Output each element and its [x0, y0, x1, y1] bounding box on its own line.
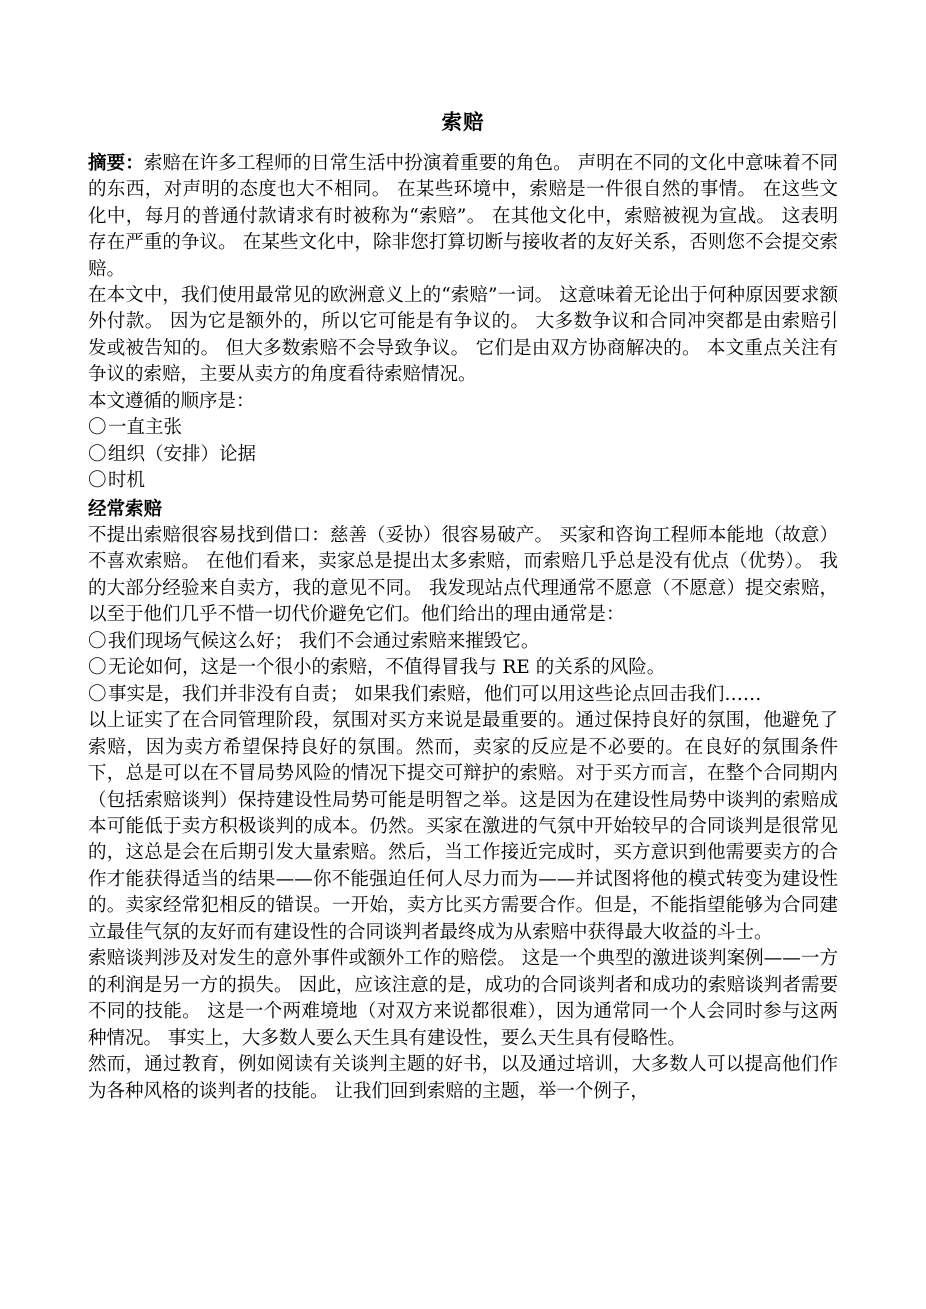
list-item-label: 无论如何，这是一个很小的索赔，不值得冒我与 RE 的关系的风险。	[108, 657, 666, 679]
paragraph-5: 索赔谈判涉及对发生的意外事件或额外工作的赔偿。 这是一个典型的激进谈判案例——一方的利润是另一方的损失。 因此，应该注意的是，成功的合同谈判者和成功的索赔谈判者需要不同的技能。 这是一个两难境地（对双方来说都很难），因为通常同一个人会同时参与这两种情况。 事实上，大多数人要么天生具有建设性，要么天生具有侵略性。	[88, 948, 838, 1049]
abstract-text: 索赔在许多工程师的日常生活中扮演着重要的角色。 声明在不同的文化中意味着不同的东西，对声明的态度也大不相同。 在某些环境中，索赔是一件很自然的事情。 在这些文化中，每月的普通付款请求有时被称为“索赔”。 在其他文化中，索赔被视为宣战。 这表明存在严重的争议。 在某些文化中，除非您打算切断与接收者的友好关系，否则您不会提交索赔。	[88, 152, 838, 280]
list-item	[88, 682, 838, 708]
page-title: 索赔	[441, 110, 485, 134]
section-heading-frequent-claims: 经常索赔	[88, 498, 163, 520]
bullet-icon: 〇	[88, 443, 107, 465]
paragraph-1: 在本文中，我们使用最常见的欧洲意义上的“索赔”一词。 这意味着无论出于何种原因要求额外付款。 因为它是额外的，所以它可能是有争议的。 大多数争议和合同冲突都是由索赔引发或被告知的。 但大多数索赔不会导致争议。 它们是由双方协商解决的。 本文重点关注有争议的索赔，主要从卖方的角度看待索赔情况。	[88, 284, 838, 386]
list-item	[88, 655, 838, 681]
list-item-label: 我们现场气候这么好； 我们不会通过索赔来摧毁它。	[108, 630, 540, 652]
list-item-label: 时机	[108, 470, 146, 492]
bullet-icon: 〇	[88, 417, 107, 439]
paragraph-2: 本文遵循的顺序是：	[88, 390, 255, 412]
paragraph-6: 然而，通过教育，例如阅读有关谈判主题的好书，以及通过培训，大多数人可以提高他们作为各种风格的谈判者的技能。 让我们回到索赔的主题，举一个例子，	[88, 1054, 838, 1102]
list-item-label: 组织（安排）论据	[108, 443, 257, 465]
abstract-paragraph	[88, 151, 838, 283]
bullet-icon: 〇	[88, 657, 107, 679]
bullet-icon: 〇	[88, 630, 107, 652]
list-item	[88, 415, 838, 441]
list-item	[88, 629, 838, 655]
list-one	[88, 415, 838, 494]
abstract-label: 摘要：	[88, 152, 144, 174]
list-item-label: 事实是，我们并非没有自责； 如果我们索赔，他们可以用这些论点回击我们……	[108, 683, 762, 705]
bullet-icon: 〇	[88, 683, 107, 705]
list-item	[88, 442, 838, 468]
list-item	[88, 468, 838, 494]
bullet-icon: 〇	[88, 470, 107, 492]
paragraph-3: 不提出索赔很容易找到借口：慈善（妥协）很容易破产。 买家和咨询工程师本能地（故意）不喜欢索赔。 在他们看来，卖家总是提出太多索赔，而索赔几乎总是没有优点（优势）。 我的大部分经验来自卖方，我的意见不同。 我发现站点代理通常不愿意（不愿意）提交索赔，以至于他们几乎不惜一切代价避免它们。他们给出的理由通常是：	[88, 525, 838, 626]
list-two	[88, 629, 838, 708]
paragraph-4: 以上证实了在合同管理阶段，氛围对买方来说是最重要的。通过保持良好的氛围，他避免了索赔，因为卖方希望保持良好的氛围。然而，卖家的反应是不必要的。在良好的氛围条件下，总是可以在不冒局势风险的情况下提交可辩护的索赔。对于买方而言，在整个合同期内（包括索赔谈判）保持建设性局势可能是明智之举。这是因为在建设性局势中谈判的索赔成本可能低于卖方积极谈判的成本。仍然。买家在激进的气氛中开始较早的合同谈判是很常见的，这总是会在后期引发大量索赔。然后，当工作接近完成时，买方意识到他需要卖方的合作才能获得适当的结果——你不能强迫任何人尽力而为——并试图将他的模式转变为建设性的。卖家经常犯相反的错误。一开始，卖方比买方需要合作。但是，不能指望能够为合同建立最佳气氛的友好而有建设性的合同谈判者最终成为从索赔中获得最大收益的斗士。	[88, 710, 838, 943]
list-item-label: 一直主张	[108, 417, 183, 439]
